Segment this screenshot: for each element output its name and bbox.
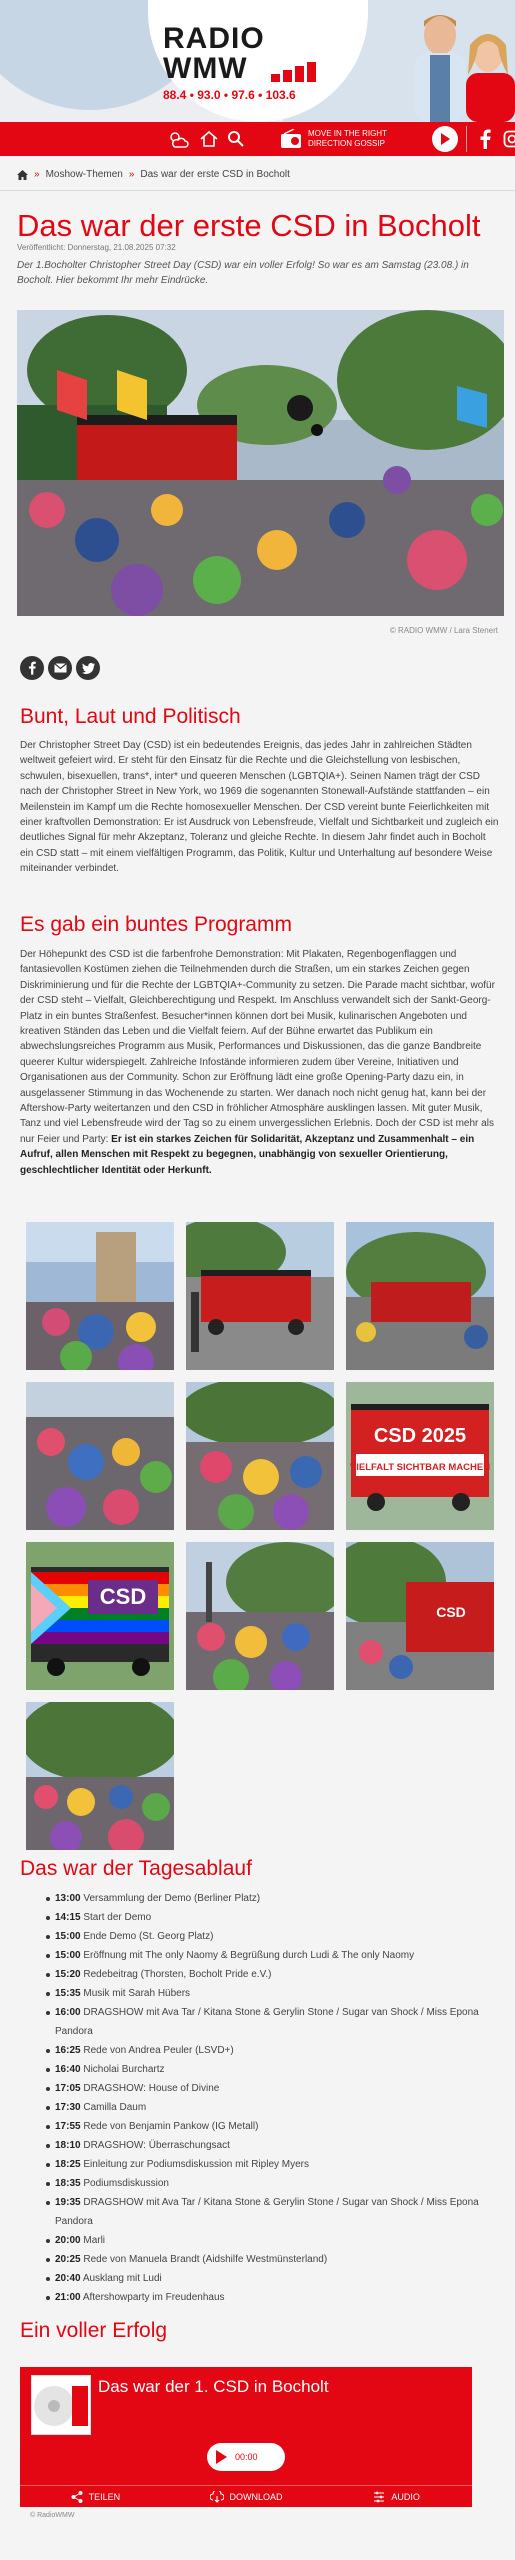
radio-icon (280, 129, 302, 149)
schedule-item (55, 2193, 495, 2231)
logo-bars-icon (271, 60, 341, 82)
breadcrumb-current: Das war der erste CSD in Bocholt (140, 169, 290, 180)
schedule-time: 18:35 (55, 2178, 81, 2189)
publish-date: Veröffentlicht: Donnerstag, 21.08.2025 07:32 (17, 243, 176, 252)
schedule-time: 13:00 (55, 1893, 81, 1904)
paragraph: Der Christopher Street Day (CSD) ist ein bedeutendes Ereignis, das jedes Jahr in zahlreichen Städten weltweit gefeiert wird. Er steht für den Einsatz für die Rechte und die Gleichstellung von lesbischen, schwulen, bisexuellen, trans*, inter* und queeren Menschen (LGBTQIA+). Seinen Namen trägt der CSD nach der Christopher Street in New York, wo 1969 die sogenannten Stonewall-Aufstände stattfanden – ein Meilenstein im Kampf um die Rechte homosexueller Menschen. Der CSD vereint bunte Feierlichkeiten mit einer kraftvollen Demonstration: Er ist Ausdruck von Lebensfreude, Vielfalt und Sichtbarkeit und zugleich ein deutliches Signal für mehr Akzeptanz, Toleranz und gleiche Rechte. In diesem Jahr findet auch in Bocholt ein CSD statt – mit einem vielfältigen Programm, das Politik, Kultur und Unterhaltung auf besondere Weise miteinander verbindet. (20, 740, 499, 875)
radio-wmw-logo[interactable]: RADIO WMW 88.4 • 93.0 • 97.6 • 103.6 (163, 24, 353, 102)
schedule-time: 21:00 (55, 2292, 81, 2303)
podcast-cover (31, 2375, 91, 2435)
page-title: Das war der erste CSD in Bocholt (17, 208, 481, 243)
weather-icon[interactable] (166, 127, 190, 151)
highlight-text: Er ist ein starkes Zeichen für Solidarität, Akzeptanz und Zusammenhalt – ein Aufruf, allen Menschen mit Respekt zu begegnen, unabhängig von sexueller Orientierung, geschlechtlicher Identität oder Herkunft. (20, 1133, 475, 1176)
schedule-time: 17:05 (55, 2083, 81, 2094)
schedule-time: 16:40 (55, 2064, 81, 2075)
article-lead: Der 1.Bocholter Christopher Street Day (CSD) war ein voller Erfolg! So war es am Samstag (23.08.) in Bocholt. Hier bekommt Ihr mehr Eindrücke. (17, 260, 469, 286)
share-icon (71, 2491, 83, 2503)
schedule-item (55, 2136, 495, 2155)
player-credit: © RadioWMW (30, 2512, 75, 2519)
gallery-image[interactable] (186, 1542, 334, 1690)
schedule-item (55, 2155, 495, 2174)
gallery-image[interactable] (346, 1382, 494, 1530)
site-header (0, 0, 515, 122)
schedule-time: 15:20 (55, 1969, 81, 1980)
schedule-item (55, 2174, 495, 2193)
schedule-text: Musik mit Sarah Hübers (83, 1988, 191, 1999)
facebook-icon (28, 661, 36, 675)
schedule-time: 16:25 (55, 2045, 81, 2056)
gallery-image[interactable] (26, 1542, 174, 1690)
download-icon (210, 2491, 224, 2503)
breadcrumb-separator: » (34, 169, 40, 180)
schedule-item (55, 2269, 495, 2288)
schedule-item (55, 2288, 495, 2307)
instagram-icon[interactable] (500, 127, 515, 151)
hero-image[interactable] (17, 310, 504, 616)
schedule-item (55, 2060, 495, 2079)
gallery-image[interactable] (186, 1222, 334, 1370)
schedule-text: Aftershowparty im Freudenhaus (82, 2292, 225, 2303)
schedule-time: 18:25 (55, 2159, 81, 2170)
schedule-time: 14:15 (55, 1912, 81, 1923)
player-actions (20, 2485, 472, 2507)
breadcrumb-separator: » (128, 169, 135, 180)
schedule-text: DRAGSHOW mit Ava Tar / Kitana Stone & Gerylin Stone / Sugar van Shock / Miss Epona Pandora (55, 2007, 479, 2037)
section-heading: Das war der Tagesablauf (20, 1857, 252, 1880)
schedule-item (55, 1927, 495, 1946)
now-playing[interactable]: MOVE IN THE RIGHT DIRECTION GOSSIP (280, 127, 430, 151)
schedule-time: 15:00 (55, 1931, 81, 1942)
schedule-text: Nicholai Burchartz (83, 2064, 165, 2075)
download-button[interactable]: DOWNLOAD (171, 2486, 322, 2507)
section-heading: Ein voller Erfolg (20, 2319, 168, 2342)
gallery-image[interactable] (346, 1542, 494, 1690)
schedule-item (55, 1889, 495, 1908)
divider (0, 190, 515, 191)
player-title: Das war der 1. CSD in Bocholt (98, 2377, 329, 2396)
schedule-item (55, 2231, 495, 2250)
schedule-text: Marli (83, 2235, 106, 2246)
share-buttons (20, 656, 100, 680)
search-icon[interactable] (224, 127, 248, 151)
facebook-share-button[interactable] (20, 656, 44, 680)
schedule-text: Rede von Andrea Peuler (LSVD+) (83, 2045, 234, 2056)
paragraph: Der Höhepunkt des CSD ist die farbenfrohe Demonstration: Mit Plakaten, Regenbogenflaggen und fantasievollen Kostümen ziehen die Teilnehmenden durch die Straßen, um ein starkes Zeichen gegen Diskriminierung und für die Rechte der LGBTQIA+-Community zu setzen. Die Parade macht sichtbar, wofür der CSD steht – Vielfalt, Gleichberechtigung und Respekt. Im Anschluss verwandelt sich der Sankt-Georg-Platz in ein buntes Straßenfest. Besucher*innen können dort bei Musik, kulinarischen Angeboten und kreativen Ständen das Leben und die Vielfalt feiern. Auf der Bühne erwartet das Publikum ein abwechslungsreiches Programm aus Musik, Performances und Diskussionen, das die ganze Bandbreite queerer Kultur widerspiegelt. Zahlreiche Infostände informieren zudem über Vereine, Initiativen und Organisationen aus der Community. Schon zur Eröffnung lädt eine große Opening-Party dazu ein, in ausgelassener Stimmung in das Wochenende zu starten. Wer danach noch nicht genug hat, kann bei der Aftershow-Party weitertanzen und den CSD in fröhlicher Atmosphäre ausklingen lassen. Mit guter Musik, Tanz und viel Lebensfreude wird der Tag so zu einem unvergesslichen Erlebnis. Doch der CSD ist mehr als nur Feier und Party: Er ist ein starkes Zeichen für Solidarität, Akzeptanz und Zusammenhalt – ein Aufruf, allen Menschen mit Respekt zu begegnen, unabhängig von sexueller Orientierung, geschlechtlicher Identität oder Herkunft. (20, 949, 495, 1176)
schedule-text: Eröffnung mit The only Naomy & Begrüßung durch Ludi & The only Naomy (83, 1950, 415, 1961)
breadcrumb-link[interactable]: Moshow-Themen (45, 169, 123, 180)
schedule-time: 20:00 (55, 2235, 81, 2246)
schedule-item (55, 2117, 495, 2136)
twitter-icon (82, 663, 95, 674)
schedule-text: Ausklang mit Ludi (82, 2273, 162, 2284)
facebook-icon[interactable] (473, 127, 497, 151)
gallery-image[interactable] (26, 1222, 174, 1370)
share-button[interactable]: TEILEN (20, 2486, 171, 2507)
schedule-time: 20:40 (55, 2273, 81, 2284)
gallery-image[interactable] (346, 1222, 494, 1370)
section-heading: Bunt, Laut und Politisch (20, 705, 241, 728)
schedule-text: DRAGSHOW: Überraschungsact (83, 2140, 230, 2151)
mail-icon (54, 663, 67, 673)
schedule-item (55, 2079, 495, 2098)
schedule-text: Rede von Manuela Brandt (Aidshilfe Westmünsterland) (83, 2254, 328, 2265)
twitter-share-button[interactable] (76, 656, 100, 680)
schedule-time: 20:25 (55, 2254, 81, 2265)
nav-divider (466, 126, 467, 152)
schedule-text: Redebeitrag (Thorsten, Bocholt Pride e.V.) (83, 1969, 272, 1980)
breadcrumb (17, 169, 290, 180)
player-time: 00:00 (235, 2452, 258, 2462)
schedule-item (55, 1965, 495, 1984)
home-icon[interactable] (17, 170, 28, 180)
image-caption: © RADIO WMW / Lara Stenert (389, 626, 498, 635)
home-icon[interactable] (197, 127, 221, 151)
play-icon (440, 133, 450, 145)
moderators-photo (400, 5, 515, 122)
audio-player (20, 2367, 472, 2507)
schedule-item (55, 1946, 495, 1965)
gallery-sign-text: CSD (99, 1584, 147, 1609)
schedule-item (55, 2041, 495, 2060)
schedule-text: Rede von Benjamin Pankow (IG Metall) (83, 2121, 259, 2132)
schedule-text: DRAGSHOW: House of Divine (83, 2083, 220, 2094)
gallery-sign-text: VIELFALT SICHTBAR MACHEN (349, 1462, 491, 1473)
schedule-time: 15:35 (55, 1988, 81, 1999)
equalizer-icon (373, 2491, 385, 2503)
schedule-time: 17:55 (55, 2121, 81, 2132)
schedule-time: 17:30 (55, 2102, 81, 2113)
schedule-text: Podiumsdiskussion (83, 2178, 169, 2189)
schedule-text: Versammlung der Demo (Berliner Platz) (83, 1893, 261, 1904)
schedule-item (55, 2098, 495, 2117)
live-play-button[interactable] (432, 126, 458, 152)
schedule-item (55, 1908, 495, 1927)
schedule-text: Start der Demo (83, 1912, 152, 1923)
schedule-item (55, 1984, 495, 2003)
schedule-list (55, 1889, 495, 2307)
section-heading: Es gab ein buntes Programm (20, 913, 292, 936)
gallery-image[interactable] (26, 1702, 174, 1850)
gallery-sign-text: CSD (436, 1604, 466, 1620)
schedule-text: Ende Demo (St. Georg Platz) (83, 1931, 214, 1942)
schedule-text: Einleitung zur Podiumsdiskussion mit Ripley Myers (83, 2159, 309, 2170)
audio-button[interactable]: AUDIO (321, 2486, 472, 2507)
schedule-time: 16:00 (55, 2007, 81, 2018)
audio-play-button[interactable] (207, 2443, 285, 2471)
main-navigation-bar (0, 122, 515, 156)
schedule-time: 19:35 (55, 2197, 81, 2208)
schedule-text: Camilla Daum (83, 2102, 147, 2113)
schedule-time: 15:00 (55, 1950, 81, 1961)
gallery-sign-text: CSD 2025 (373, 1425, 467, 1447)
schedule-time: 18:10 (55, 2140, 81, 2151)
email-share-button[interactable] (48, 656, 72, 680)
schedule-text: DRAGSHOW mit Ava Tar / Kitana Stone & Gerylin Stone / Sugar van Shock / Miss Epona Pandora (55, 2197, 479, 2227)
gallery-image[interactable] (26, 1382, 174, 1530)
play-icon (215, 2450, 227, 2464)
gallery-image[interactable] (186, 1382, 334, 1530)
schedule-item (55, 2250, 495, 2269)
schedule-item (55, 2003, 495, 2041)
